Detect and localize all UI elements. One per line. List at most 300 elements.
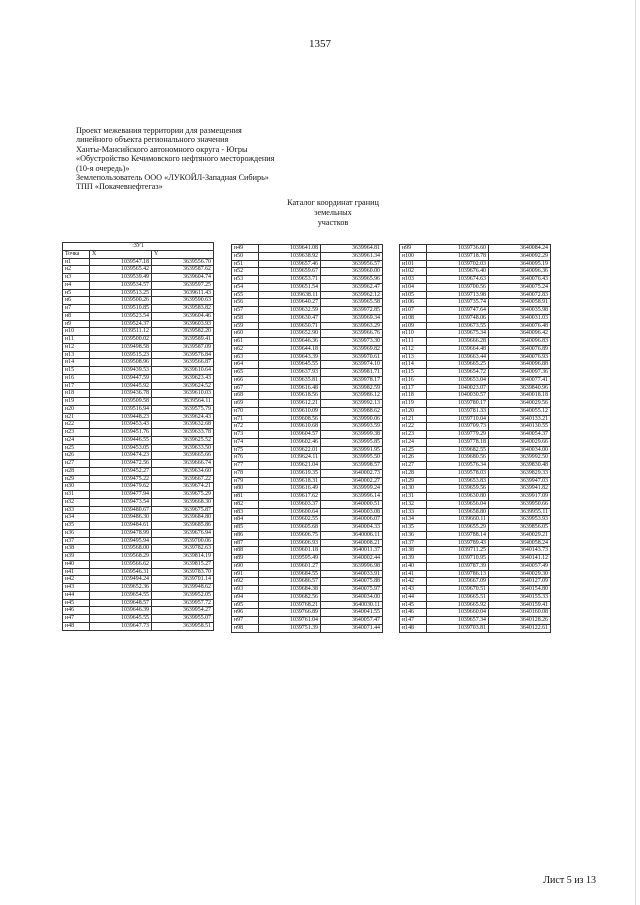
y-cell: 3639782.63 — [152, 545, 214, 553]
point-cell: н55 — [232, 291, 259, 299]
x-cell: 1039676.40 — [427, 268, 489, 276]
point-cell: н133 — [400, 508, 427, 516]
x-cell: 1039710.95 — [427, 555, 489, 563]
table-row — [63, 258, 214, 266]
point-cell: н39 — [63, 553, 90, 561]
point-cell: н121 — [400, 415, 427, 423]
table-row — [400, 454, 551, 462]
point-cell: н59 — [232, 322, 259, 330]
point-cell: н77 — [232, 462, 259, 470]
x-cell: 1039619.35 — [259, 469, 321, 477]
point-cell: н3 — [63, 274, 90, 282]
y-cell: 3639674.21 — [152, 483, 214, 491]
table-row — [63, 584, 214, 592]
point-cell: н38 — [63, 545, 90, 553]
table-row — [63, 545, 214, 553]
point-cell: н118 — [400, 392, 427, 400]
x-cell: 1039648.57 — [90, 599, 152, 607]
table-row — [400, 314, 551, 322]
y-cell: 3639623.43 — [152, 374, 214, 382]
point-cell: н10 — [63, 328, 90, 336]
y-cell: 3639589.41 — [152, 336, 214, 344]
point-cell: н96 — [232, 609, 259, 617]
point-cell: н60 — [232, 330, 259, 338]
point-cell: н140 — [400, 562, 427, 570]
y-cell: 3639958.51 — [152, 622, 214, 630]
table-row — [400, 283, 551, 291]
table-row — [400, 307, 551, 315]
y-cell: 3639965.58 — [321, 299, 383, 307]
table-row — [400, 268, 551, 276]
table-row — [63, 522, 214, 530]
x-cell: 1039659.67 — [259, 268, 321, 276]
table-row — [232, 322, 383, 330]
y-cell: 3639582.20 — [152, 328, 214, 336]
point-cell: н75 — [232, 446, 259, 454]
x-cell: 1039718.78 — [427, 252, 489, 260]
table-row — [63, 491, 214, 499]
point-cell: н36 — [63, 529, 90, 537]
point-cell: н69 — [232, 400, 259, 408]
point-cell: н37 — [63, 537, 90, 545]
column-header-x: X — [90, 250, 152, 258]
table-row — [63, 367, 214, 375]
x-cell: 1039568.29 — [90, 553, 152, 561]
table-row — [232, 524, 383, 532]
x-cell: 1039602.55 — [259, 516, 321, 524]
point-cell: н101 — [400, 260, 427, 268]
y-cell: 3639962.47 — [321, 283, 383, 291]
y-cell: 3639981.71 — [321, 369, 383, 377]
coordinates-table-2 — [231, 244, 383, 633]
x-cell: 1039475.22 — [90, 475, 152, 483]
point-cell: н32 — [63, 498, 90, 506]
y-cell: 3640122.61 — [489, 624, 551, 632]
y-cell: 3640143.73 — [489, 547, 551, 555]
table-row — [400, 392, 551, 400]
y-cell: 3640006.07 — [321, 516, 383, 524]
y-cell: 3640003.08 — [321, 508, 383, 516]
point-cell: н70 — [232, 407, 259, 415]
x-cell: 1039479.62 — [90, 483, 152, 491]
x-cell: 1039656.04 — [427, 500, 489, 508]
point-cell: н68 — [232, 392, 259, 400]
point-cell: н139 — [400, 555, 427, 563]
point-cell: н16 — [63, 374, 90, 382]
table-row — [63, 266, 214, 274]
y-cell: 3639590.63 — [152, 297, 214, 305]
table-row — [400, 617, 551, 625]
y-cell: 3640155.33 — [489, 593, 551, 601]
table-row — [232, 431, 383, 439]
table-row — [232, 477, 383, 485]
table-row — [400, 524, 551, 532]
x-cell: 1039578.03 — [427, 469, 489, 477]
x-cell: 1039603.37 — [259, 500, 321, 508]
point-cell: н111 — [400, 338, 427, 346]
coordinates-table-1 — [62, 242, 214, 631]
point-cell: н4 — [63, 281, 90, 289]
y-cell: 3640076.93 — [489, 353, 551, 361]
x-cell: 1039610.09 — [259, 407, 321, 415]
y-cell: 3640075.24 — [489, 283, 551, 291]
point-cell: н131 — [400, 493, 427, 501]
x-cell: 1039789.43 — [427, 539, 489, 547]
point-cell: н81 — [232, 493, 259, 501]
x-cell: 1039666.28 — [427, 338, 489, 346]
point-cell: н79 — [232, 477, 259, 485]
table-row — [232, 454, 383, 462]
sheet-number: Лист 5 из 13 — [543, 875, 596, 886]
y-cell: 3639969.82 — [321, 345, 383, 353]
column-header-y: Y — [152, 250, 214, 258]
y-cell: 3640096.88 — [489, 361, 551, 369]
y-cell: 3639700.06 — [152, 537, 214, 545]
table-row — [232, 446, 383, 454]
y-cell: 3639676.94 — [152, 529, 214, 537]
y-cell: 3640002.44 — [321, 555, 383, 563]
y-cell: 3640006.11 — [321, 531, 383, 539]
table-row — [232, 469, 383, 477]
header-line: Землепользователь ООО «ЛУКОЙЛ-Западная Сибирь» — [76, 173, 269, 183]
x-cell: 1039472.56 — [90, 460, 152, 468]
table-row — [232, 562, 383, 570]
x-cell: 1039684.38 — [259, 586, 321, 594]
y-cell: 3640075.97 — [321, 586, 383, 594]
point-cell: н102 — [400, 268, 427, 276]
table-row — [400, 601, 551, 609]
table-row — [63, 343, 214, 351]
x-cell: 1039663.44 — [427, 353, 489, 361]
point-cell: н97 — [232, 617, 259, 625]
x-cell: 1039658.80 — [427, 508, 489, 516]
y-cell: 3639701.14 — [152, 576, 214, 584]
x-cell: 1039778.18 — [427, 438, 489, 446]
y-cell: 3640127.09 — [489, 578, 551, 586]
point-cell: н143 — [400, 586, 427, 594]
y-cell: 3640096.42 — [489, 330, 551, 338]
y-cell: 3639675.87 — [152, 506, 214, 514]
table-row — [232, 268, 383, 276]
table-row — [400, 578, 551, 586]
x-cell: 1039645.55 — [90, 615, 152, 623]
point-cell: н8 — [63, 312, 90, 320]
point-cell: н44 — [63, 591, 90, 599]
y-cell: 3639961.34 — [321, 252, 383, 260]
table-row — [232, 593, 383, 601]
x-cell: 1039646.39 — [90, 607, 152, 615]
y-cell: 3639610.64 — [152, 367, 214, 375]
header-line: (10-я очередь)» — [76, 163, 130, 173]
table-row — [400, 593, 551, 601]
y-cell: 3639995.50 — [321, 454, 383, 462]
table-row — [232, 570, 383, 578]
x-cell: 1039534.57 — [90, 281, 152, 289]
x-cell: 1039500.02 — [90, 336, 152, 344]
table-row — [63, 421, 214, 429]
x-cell: 1039637.93 — [259, 369, 321, 377]
point-cell: н11 — [63, 336, 90, 344]
point-cell: н40 — [63, 560, 90, 568]
table-row — [232, 601, 383, 609]
y-cell: 3639667.22 — [152, 475, 214, 483]
point-cell: н134 — [400, 516, 427, 524]
y-cell: 3640057.49 — [489, 562, 551, 570]
point-cell: н28 — [63, 467, 90, 475]
point-cell: н144 — [400, 593, 427, 601]
point-cell: н63 — [232, 353, 259, 361]
table-row — [232, 462, 383, 470]
y-cell: 3640058.24 — [489, 539, 551, 547]
y-cell: 3639668.30 — [152, 498, 214, 506]
point-cell: н148 — [400, 624, 427, 632]
x-cell: 1039601.27 — [259, 562, 321, 570]
y-cell: 3639991.95 — [321, 446, 383, 454]
table-row — [400, 252, 551, 260]
x-cell: 1039655.29 — [427, 524, 489, 532]
x-cell: 1039566.62 — [90, 560, 152, 568]
table-row — [232, 500, 383, 508]
y-cell: 3639856.05 — [489, 524, 551, 532]
point-cell: н117 — [400, 384, 427, 392]
y-cell: 3640130.55 — [489, 423, 551, 431]
table-row — [63, 615, 214, 623]
y-cell: 3639955.11 — [489, 508, 551, 516]
x-cell: 1039659.56 — [427, 485, 489, 493]
x-cell: 1039786.13 — [427, 570, 489, 578]
table-row — [400, 493, 551, 501]
table-row — [232, 260, 383, 268]
point-cell: н6 — [63, 297, 90, 305]
table-row — [400, 345, 551, 353]
point-cell: н57 — [232, 307, 259, 315]
point-cell: н119 — [400, 400, 427, 408]
point-cell: н99 — [400, 245, 427, 253]
table-row — [63, 390, 214, 398]
x-cell: 1039709.73 — [427, 423, 489, 431]
y-cell: 3639665.66 — [152, 452, 214, 460]
point-cell: н103 — [400, 276, 427, 284]
table-row — [63, 312, 214, 320]
y-cell: 3639950.66 — [489, 500, 551, 508]
x-cell: 1039643.39 — [259, 353, 321, 361]
y-cell: 3639948.62 — [152, 584, 214, 592]
table-row — [232, 555, 383, 563]
point-cell: н22 — [63, 421, 90, 429]
table-row — [400, 338, 551, 346]
table-row — [400, 516, 551, 524]
point-cell: н46 — [63, 607, 90, 615]
table-row — [400, 431, 551, 439]
y-cell: 3640054.37 — [489, 431, 551, 439]
y-cell: 3640075.88 — [321, 578, 383, 586]
table-row — [400, 369, 551, 377]
y-cell: 3640029.66 — [489, 438, 551, 446]
page-edge — [635, 0, 636, 905]
x-cell: 1039651.54 — [259, 283, 321, 291]
x-cell: 1039660.11 — [427, 516, 489, 524]
table-caption: :ЗУ1 — [63, 243, 214, 251]
point-cell: н82 — [232, 500, 259, 508]
table-row — [63, 351, 214, 359]
x-cell: 1039617.62 — [259, 493, 321, 501]
table-row — [63, 336, 214, 344]
y-cell: 3640034.00 — [489, 446, 551, 454]
x-cell: 1039711.25 — [427, 547, 489, 555]
table-row — [232, 624, 383, 632]
point-cell: н23 — [63, 429, 90, 437]
y-cell: 3639830.48 — [489, 462, 551, 470]
point-cell: н123 — [400, 431, 427, 439]
x-cell: 1039600.64 — [259, 508, 321, 516]
x-cell: 1039605.68 — [259, 524, 321, 532]
y-cell: 3639564.11 — [152, 398, 214, 406]
x-cell: 1039474.23 — [90, 452, 152, 460]
point-cell: н15 — [63, 367, 90, 375]
table-row — [232, 547, 383, 555]
y-cell: 3640095.19 — [489, 260, 551, 268]
catalog-title-line: участков — [317, 218, 349, 227]
x-cell: 1039498.58 — [90, 343, 152, 351]
table-row — [400, 562, 551, 570]
point-cell: н31 — [63, 491, 90, 499]
x-cell: 1039638.92 — [259, 252, 321, 260]
x-cell: 1039486.30 — [90, 514, 152, 522]
table-row — [232, 314, 383, 322]
y-cell: 3639603.93 — [152, 320, 214, 328]
y-cell: 3639962.12 — [321, 291, 383, 299]
point-cell: н52 — [232, 268, 259, 276]
point-cell: н13 — [63, 351, 90, 359]
point-cell: н5 — [63, 289, 90, 297]
y-cell: 3640029.21 — [489, 531, 551, 539]
y-cell: 3640058.91 — [489, 299, 551, 307]
y-cell: 3639965.96 — [321, 276, 383, 284]
table-row — [63, 576, 214, 584]
table-row — [63, 305, 214, 313]
table-row — [232, 586, 383, 594]
x-cell: 1039670.51 — [427, 586, 489, 594]
point-cell: н65 — [232, 369, 259, 377]
point-cell: н14 — [63, 359, 90, 367]
point-cell: н27 — [63, 460, 90, 468]
y-cell: 3639814.19 — [152, 553, 214, 561]
table-row — [400, 407, 551, 415]
point-cell: н122 — [400, 423, 427, 431]
y-cell: 3640002.73 — [321, 469, 383, 477]
table-row — [232, 485, 383, 493]
x-cell: 1039453.05 — [90, 444, 152, 452]
table-row — [63, 413, 214, 421]
x-cell: 1039653.04 — [427, 376, 489, 384]
x-cell: 1039480.67 — [90, 506, 152, 514]
y-cell: 3639992.50 — [489, 454, 551, 462]
x-cell: 1039650.71 — [259, 322, 321, 330]
point-cell: н78 — [232, 469, 259, 477]
point-cell: н105 — [400, 291, 427, 299]
y-cell: 3639633.50 — [152, 444, 214, 452]
table-row — [232, 299, 383, 307]
table-row — [63, 599, 214, 607]
point-cell: н35 — [63, 522, 90, 530]
x-cell: 1039610.68 — [259, 423, 321, 431]
point-cell: н49 — [232, 245, 259, 253]
x-cell: 1039684.55 — [259, 570, 321, 578]
x-cell: 1039494.24 — [90, 576, 152, 584]
table-row — [400, 299, 551, 307]
x-cell: 1039547.18 — [90, 258, 152, 266]
y-cell: 3639953.93 — [489, 516, 551, 524]
x-cell: 1039747.64 — [427, 307, 489, 315]
point-cell: н80 — [232, 485, 259, 493]
point-cell: н66 — [232, 376, 259, 384]
point-cell: н145 — [400, 601, 427, 609]
page-number: 1357 — [309, 38, 331, 50]
table-row — [63, 467, 214, 475]
y-cell: 3640072.83 — [489, 291, 551, 299]
y-cell: 3639996.98 — [321, 562, 383, 570]
x-cell: 1039568.00 — [90, 545, 152, 553]
x-cell: 1039448.23 — [90, 413, 152, 421]
table-row — [232, 361, 383, 369]
point-cell: н58 — [232, 314, 259, 322]
point-cell: н92 — [232, 578, 259, 586]
y-cell: 3639964.81 — [321, 245, 383, 253]
table-row — [400, 260, 551, 268]
point-cell: н29 — [63, 475, 90, 483]
point-cell: н64 — [232, 361, 259, 369]
coordinates-table-3 — [399, 244, 551, 633]
y-cell: 3639597.25 — [152, 281, 214, 289]
x-cell: 1039595.49 — [259, 555, 321, 563]
table-row — [63, 289, 214, 297]
point-cell: н72 — [232, 423, 259, 431]
point-cell: н113 — [400, 353, 427, 361]
x-cell: 1039780.17 — [427, 400, 489, 408]
x-cell: 1039516.94 — [90, 405, 152, 413]
y-cell: 3639947.03 — [489, 477, 551, 485]
table-row — [400, 330, 551, 338]
point-cell: н124 — [400, 438, 427, 446]
point-cell: н30 — [63, 483, 90, 491]
y-cell: 3639587.62 — [152, 266, 214, 274]
table-row — [400, 609, 551, 617]
x-cell: 1039539.49 — [90, 274, 152, 282]
table-row — [400, 586, 551, 594]
table-row — [400, 446, 551, 454]
y-cell: 3639993.59 — [321, 423, 383, 431]
y-cell: 3640154.80 — [489, 586, 551, 594]
y-cell: 3639966.76 — [321, 330, 383, 338]
x-cell: 1039673.55 — [427, 322, 489, 330]
y-cell: 3640033.91 — [321, 570, 383, 578]
y-cell: 3639566.87 — [152, 359, 214, 367]
y-cell: 3639973.30 — [321, 338, 383, 346]
point-cell: н54 — [232, 283, 259, 291]
y-cell: 3640097.36 — [489, 369, 551, 377]
point-cell: н86 — [232, 531, 259, 539]
x-cell: 1039665.92 — [427, 601, 489, 609]
table-row — [400, 415, 551, 423]
y-cell: 3640057.47 — [321, 617, 383, 625]
table-row — [400, 376, 551, 384]
x-cell: 1039565.42 — [90, 266, 152, 274]
table-row — [400, 291, 551, 299]
table-row — [400, 485, 551, 493]
y-cell: 3639634.60 — [152, 467, 214, 475]
x-cell: 1039602.46 — [259, 438, 321, 446]
y-cell: 3639624.52 — [152, 382, 214, 390]
